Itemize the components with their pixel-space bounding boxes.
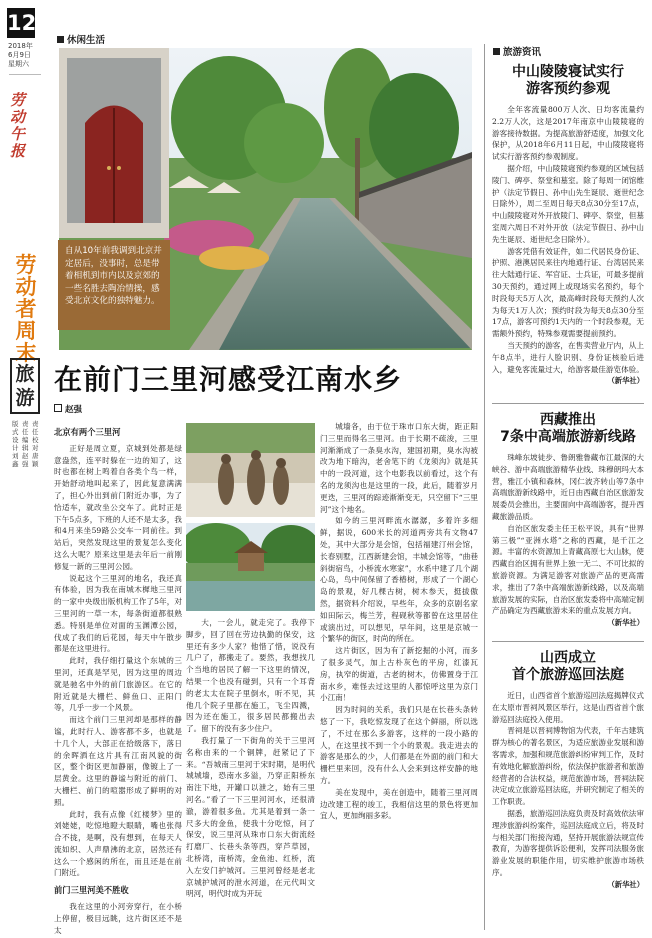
article-column-1 bbox=[54, 421, 182, 936]
news-item-zhongshan bbox=[492, 64, 644, 387]
news-title: 西藏推出 bbox=[540, 412, 596, 428]
news-body bbox=[492, 690, 644, 891]
rail-divider bbox=[9, 74, 41, 75]
section-title: 劳动者周末 bbox=[15, 253, 37, 365]
news-paragraph: 近日，山西省首个旅游巡回法庭揭牌仪式在太原市晋祠风景区举行，这是山西省首个旅游巡回法庭投入使用。 bbox=[492, 691, 644, 724]
article-column-3 bbox=[320, 421, 478, 822]
news-body bbox=[492, 104, 644, 387]
article-paragraph: 我在这里的小河旁穿行，在小桥上停留，极目远眺，这片街区还不是太 bbox=[54, 902, 182, 935]
page-number: 12 bbox=[7, 8, 35, 38]
staff-designer: 版式设计 刘鑫 bbox=[12, 420, 19, 468]
news-paragraph: 据介绍，中山陵陵寝预约参观的区域包括陵门、碑亭、祭堂和墓室。除了每周一闭馆维护（法定节假日、孙中山先生诞辰、逝世纪念日除外），周二至周日每天8点30分至17点，中山陵陵寝对外开放陵门、碑亭、祭堂，但墓室周六周日不对外开放（法定节假日、孙中山先生诞辰、逝世纪念日除外）。 bbox=[492, 163, 644, 244]
article-paragraph: 因为时间的关系，我们只是在长巷头条转悠了一下，我吃惊发现了在这个鲜丽，所以选了，不过在那么多游客，这样的一段小路的人，在这里找不到一个小的景观。我走进去的游客是那么的少，人们都是在外面的前门和大栅栏里来回，没有什么人会来到这样安静的地方。 bbox=[320, 705, 478, 785]
news-divider bbox=[492, 641, 644, 642]
staff-editor: 责任编辑 赵强 bbox=[22, 420, 29, 468]
kicker-leisure: 休闲生活 bbox=[57, 32, 105, 46]
byline: 赵强 bbox=[54, 403, 82, 415]
news-paragraph: 晋祠是以晋祠博物馆为代表，千年古建筑群为核心的著名景区，为适应旅游业发展和游客需求，加强和规范旅游纠纷审判工作，及时有效地化解旅游纠纷，依法保护旅游者和旅游经营者的合法权益，规范旅游市场，晋祠法院决定成立旅游巡回法庭，并研究制定了相关的工作职责。 bbox=[492, 726, 644, 807]
news-paragraph: 珠峰东坡徒步、鲁朗雅鲁藏布江最深的大峡谷、游中高端旅游精华业线、珠穆朗玛大本营，雅江小镇和森林，冈仁波齐转山等7条中高端旅游新线路中，近日由西藏自治区旅游发展委员会推出，主要面向中高端游客，提升西藏旅游品质。 bbox=[492, 453, 644, 521]
news-title: 首个旅游巡回法庭 bbox=[512, 667, 624, 683]
article-paragraph: 我打量了一下街角的关于三里河名称由来的一个铜牌，赶紧记了下来。“吾城南三里河于宋时期，是明代城城墙，恐南水多溢，乃穿正阳桥东南注下地，开罐口以泄之，始有三里河名。”看了一下三里河河水，还很清澈，游着很多鱼。尤其是着到一条一尺多大的金鱼，使我十分吃惊，问了保安，说三里河从珠市口东大街流经打磨厂、长巷头条等西，穿芦草园，北桥湾，南桥湾，金鱼池、红桥，流入左安门护城河。三里河曾经是老北京城护城河的泄水河道，在元代叫文明河，明代时成为开玩 bbox=[186, 735, 315, 899]
article-paragraph: 如今的三里河畔流水潺潺，多着许多细鲜，据说，600米长的河道两旁共有文物47处，其中大部分是会馆，包括福建汀州会馆，长春别墅，江西新建会馆，丰城会馆等，“曲巷斜街宿鸟，小桥流水寒家”，水系中建了几个湖心岛，鸟中间保留了香椿树，形成了一个湖心岛的景观，好几棵古树，树木参天，挺拔傲然，据资料介绍说，早些年，众多的京剧名家如田际云，梅兰芳，程砚秋等都曾在这里居住或演出过，可以想见，早年间，这里是京城一个繁华的街区，时尚的所在。 bbox=[320, 516, 478, 644]
article-paragraph: 正好是周立夏，京城到处都是绿意盎然，连平时躲在一边的知了，这时也都在树上鸣着自各类个鸟一样，开始舒动地叫起来了，因此复意满满了，担心外出到前门附近办事，为了恰适车，就改坐公交车了。此时正是下午5点多，下班的人还不是太多，我和4月来坐59路公交车一同前往。到站后，突然发现这里的景复怎么变化这么大呢？原来这里是去年后一前刚修复一新的三里河公园。 bbox=[54, 443, 182, 571]
news-paragraph: 自治区旅发委主任王松平说，具有“世界第三极”“亚洲水塔”之称的西藏，是千江之源。丰富的水资源加上青藏高原七大山脉，使西藏自治区拥有世界上独一无二、不可比拟的旅游资源。为满足游客对旅游产品的更高需求，推出了7条中高端旅游新线路，以及高端旅游发展的实际，自治区旅发委将中高端定制产品确定为西藏旅游未来的重点发展方向。 bbox=[492, 523, 644, 616]
sculpture-scene bbox=[186, 423, 315, 517]
news-item-shanxi bbox=[492, 650, 644, 891]
article-column-2 bbox=[186, 617, 315, 900]
issue-year: 2018年 bbox=[8, 42, 33, 50]
pavilion-scene bbox=[186, 523, 315, 611]
article-paragraph: 城墙各，由于位于珠市口东大街，距正阳门三里而得名三里河。由于长期不疏浚，三里河渐渐成了一条臭水沟，建国初期，臭水沟被改为地下暗沟，老舍笔下的《龙须沟》就是其中的一段河道，这个电影我以前看过，这个有名的龙须沟也是这里的一段，此后，随着岁月更迭，三里河的踪迹渐渐变无，只空留下“三里河”这个地名。 bbox=[320, 422, 478, 514]
main-headline: 在前门三里河感受江南水乡 bbox=[54, 363, 403, 396]
news-paragraph: 当天预约的游客，在售卖营业厅内，从上午8点半，进行人脸识别、身份证核验后进入，避免客流量过大，给游客最佳游览体验。 bbox=[492, 340, 644, 374]
article-paragraph: 美在发现中，美在创造中，随着三里河周边改建工程的竣工，我相信这里的景色将更加宜人，更加绚丽多彩。 bbox=[320, 787, 478, 821]
subhead-beauty: 前门三里河美不胜收 bbox=[54, 885, 129, 896]
article-paragraph: 此时，我仔细打量这个东城的三里河，还真是罕见，因为这里的周边就是驰名中外的前门旅游区。在它的附近就是大栅栏、鲜鱼口、正阳门等，几乎一步一个风景。 bbox=[54, 656, 182, 713]
news-credit: （新华社） bbox=[607, 879, 644, 889]
issue-date: 6月9日 bbox=[8, 51, 31, 59]
news-title: 游客预约参观 bbox=[526, 81, 610, 97]
news-item-tibet bbox=[492, 412, 644, 629]
news-credit: （新华社） bbox=[607, 376, 644, 386]
issue-weekday: 星期六 bbox=[8, 60, 29, 68]
news-paragraph: 据悉，旅游巡回法庭负责及时高效依法审理涉旅游纠纷案件，巡回法庭成立后，将及时与相关部门衔接沟通，坚持开展旅游法规宣传教育，为游客提供诉讼便利，发挥司法服务旅游业发展的职能作用，切实维护旅游市场秩序。 bbox=[492, 808, 644, 877]
sculpture-photo bbox=[186, 423, 315, 517]
subhead-two-rivers: 北京有两个三里河 bbox=[54, 427, 121, 437]
column-tag: 旅游 bbox=[10, 358, 40, 414]
column-divider bbox=[484, 44, 485, 930]
news-title: 7条中高端旅游新线路 bbox=[500, 429, 636, 445]
news-title: 山西成立 bbox=[540, 650, 596, 666]
article-paragraph: 此时，我有点像《红楼梦》里的刘姥姥，吃惊地瞪大眼睛，嘴也张得合不拢，是啊，没有想到，在每天人流如织、人声鼎沸的北京，居然还有这么一个感闲的所在，而且还是在前门附近。 bbox=[54, 809, 182, 878]
kicker-travel-news: 旅游资讯 bbox=[493, 44, 541, 58]
news-credit: （新华社） bbox=[607, 618, 644, 628]
staff-proofreader: 责任校对 唐颖 bbox=[32, 420, 39, 468]
news-divider bbox=[492, 403, 644, 404]
article-paragraph: 大，一会儿，就走完了。我停下脚步，回了回在劳边执勤的保安，这里还有多少人家？他惜了惜，说没有几户了，都搬走了。要然，我想找几个当地的居民了解一下这里的情况，结果一个也没有碰到，只有一个耳背的老太太在院子里倒水，听不见，其他几个院子里都在施工，飞尘四溅，因为还在施工，很多居民都搬出去了。留下的没有多少住户。 bbox=[186, 618, 315, 734]
news-body bbox=[492, 452, 644, 629]
article-paragraph: 说起这个三里河的地名，我还真有体验，因为我在南城木樨地三里河的一家中央级出版机构工作了5年，对三里河的一草一木，每条街道都很熟悉。特别是单位对面的玉渊潭公园，伐成了我们的后花园，每天中午散步都是在这里进行。 bbox=[54, 573, 182, 654]
article-paragraph: 而这个前门三里河却是那样的静谧，此时行人、游客都不多，也就是十几个人，大部正在拾级落下，落日的余晖洒在这片具有江南风貌的街区，整个街区更加静丽，像镀上了一层黄金。这里的静谧与附近的前门、大栅栏、前门的喧嚣形成了鲜明的对照。 bbox=[54, 715, 182, 807]
photo-caption: 自从10年前我调到北京并定居后，没事时，总是带着相机到市内以及京郊的一些名胜去陶冶情操，感受北京文化的独特魅力。 bbox=[58, 240, 170, 330]
pavilion-photo bbox=[186, 523, 315, 611]
news-paragraph: 全年客流量800万人次、日均客流量约2.2万人次，这是2017年南京中山陵陵寝的游客接待数据。为提高旅游舒适度，加强文化保护，从2018年6月11日起，中山陵陵寝将试实行游客预约参观制度。 bbox=[492, 105, 644, 162]
article-paragraph: 这片街区，因为有了新挖掘的小河，而多了很多灵气，加上古朴灰色的平房，红漆瓦房，执窄的街道，古老的树木，仿佛置身于江南水乡，难怪去过这里的人都惊呼这里为京门小江南！ bbox=[320, 646, 478, 703]
news-title: 中山陵陵寝试实行 bbox=[512, 64, 624, 80]
news-paragraph: 游客凭借有效证件，如二代居民身份证、护照、港澳居民来往内地通行证、台湾居民来往大陆通行证、军官证、士兵证，可最多提前30天预约，通过网上或现场实名预约，每个时段每天5万人次，最高峰时段每天预约人次为每天1万人次；预约时段为每天8点30分至17点，游客可预约1天内的一个时段参观，无需额外预约，特殊参观需要提前预约。 bbox=[492, 246, 644, 339]
newspaper-logo: 劳动午报 bbox=[10, 91, 26, 160]
